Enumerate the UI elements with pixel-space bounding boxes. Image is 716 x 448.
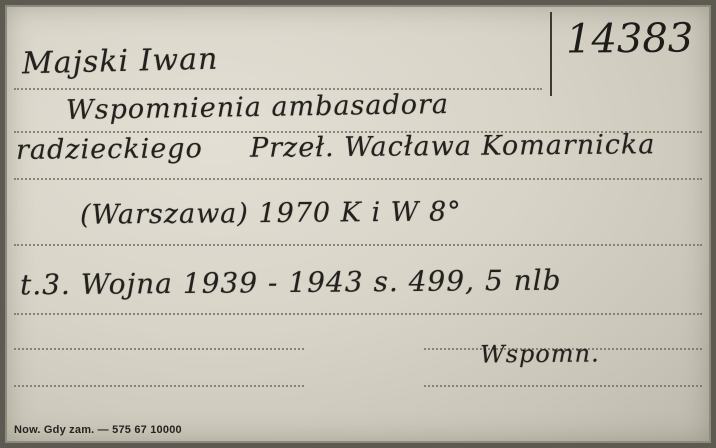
rule-line-7a [14,385,304,387]
rule-line-7b [424,385,702,387]
volume-line: t.3. Wojna 1939 - 1943 s. 499, 5 nlb [19,263,562,302]
rule-line-6a [14,348,304,350]
rule-line-4 [14,244,702,246]
author-line: Majski Iwan [21,41,219,82]
rule-line-1 [14,88,542,90]
imprint-line: (Warszawa) 1970 K i W 8° [79,196,462,231]
card-footer-note: Now. Gdy zam. — 575 67 10000 [14,424,182,436]
translator-line: Przeł. Wacława Komarnicka [249,129,656,164]
title-line-2: radzieckiego [15,133,203,166]
accession-number: 14383 [565,15,694,63]
subject-line: Wspomn. [479,339,600,369]
rule-line-3 [14,178,702,180]
rule-line-5 [14,313,702,315]
accession-divider [550,12,552,96]
title-line-1: Wspomnienia ambasadora [65,88,450,127]
